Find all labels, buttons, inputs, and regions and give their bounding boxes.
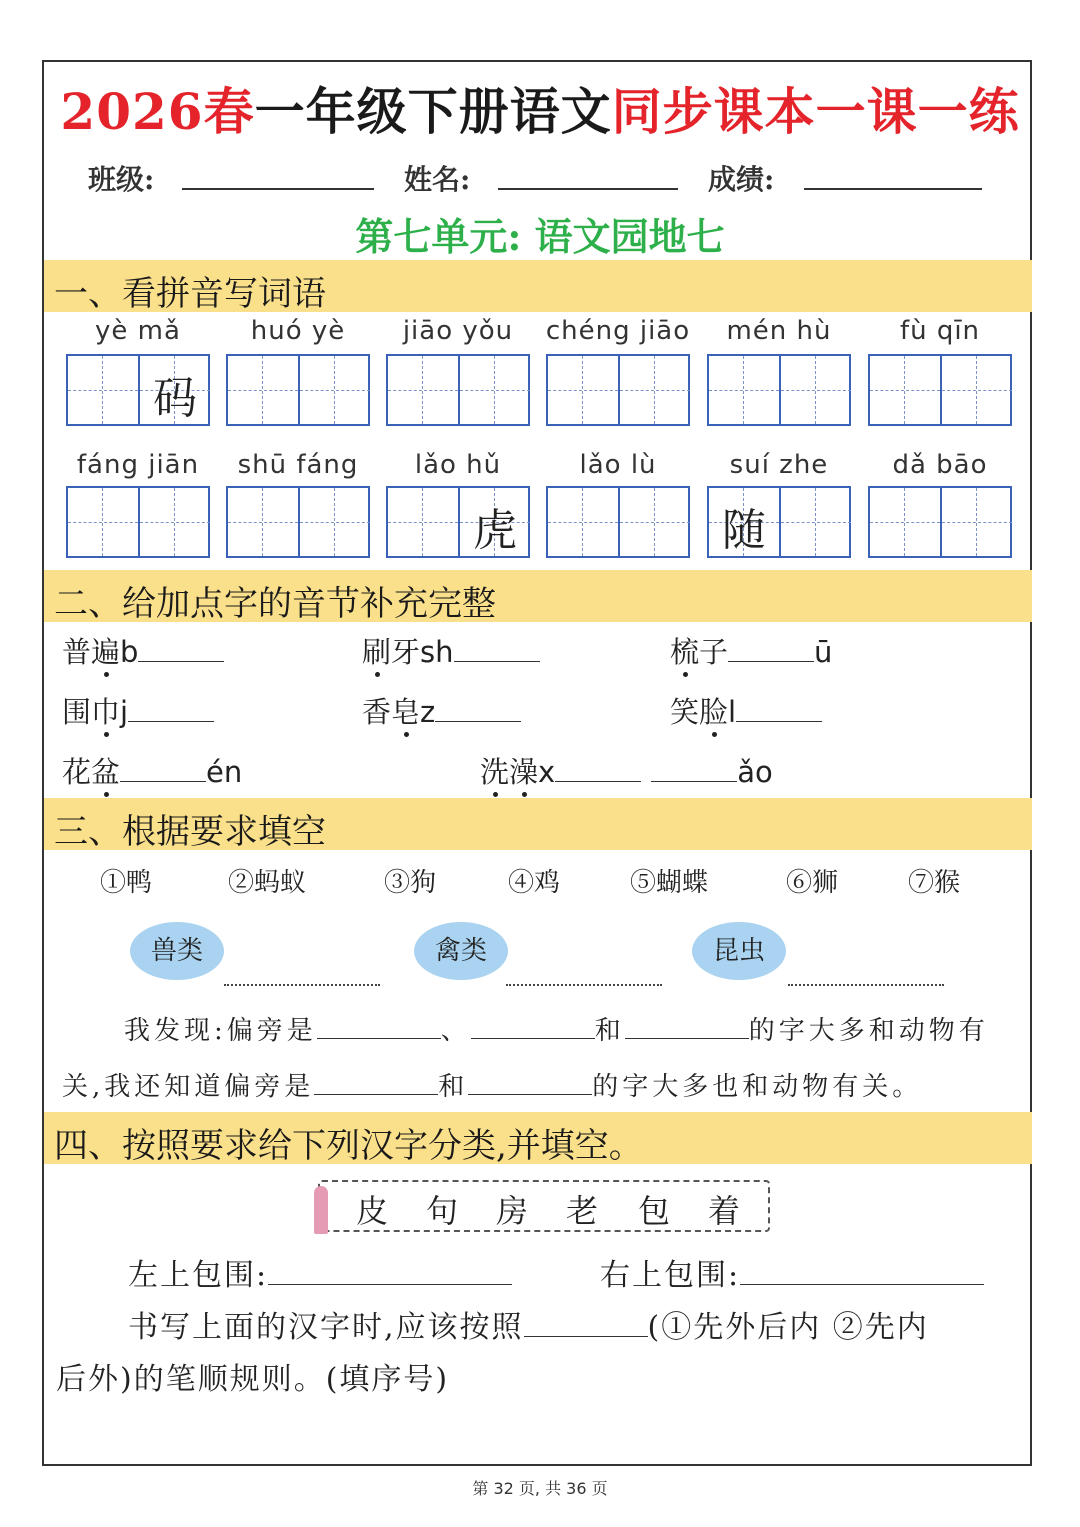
writing-grid [707,354,851,426]
blank[interactable] [120,757,206,782]
writing-grid [386,486,530,558]
pinyin-label: yè mǎ [95,316,181,346]
writing-cell[interactable] [458,488,530,556]
score-label: 成绩: [708,163,775,196]
pinyin-label: mén hù [726,316,832,346]
prefilled-character: 码 [153,373,197,424]
char-ju: 句 [426,1192,459,1230]
left-top-enclosure: 左上包围: [128,1250,512,1294]
writing-grid [386,354,530,426]
score-field[interactable] [804,188,982,190]
pinyin-label: lǎo hǔ [414,450,502,480]
blank[interactable] [625,1014,749,1039]
pinyin-label: huó yè [250,316,346,346]
writing-cell[interactable] [388,488,458,556]
pinyin-label: dǎ bāo [892,450,988,480]
blank[interactable] [555,757,641,782]
page-number: 第 32 页, 共 36 页 [472,1479,608,1498]
writing-grid [868,354,1012,426]
writing-cell[interactable] [940,488,1012,556]
name-field[interactable] [498,188,678,190]
char-pi: 皮 [356,1192,389,1230]
birds-answer-line[interactable] [506,984,662,986]
class-label: 班级: [88,163,155,196]
char-lao: 老 [566,1192,599,1230]
pinyin-label: jiāo yǒu [402,316,514,346]
animal-chicken: ④鸡 [508,868,561,898]
blank[interactable] [651,757,737,782]
insects-answer-line[interactable] [788,984,944,986]
writing-cell[interactable] [138,356,210,424]
category-beasts: 兽类 [130,922,224,980]
syllable-item-8: 洗澡x ǎo [480,750,773,791]
pinyin-label: fáng jiān [76,450,200,480]
blank[interactable] [524,1312,648,1337]
right-top-enclosure: 右上包围: [600,1250,984,1294]
stroke-order-question: 书写上面的汉字时,应该按照 (①先外后内 ②先内 [128,1310,929,1345]
character-box [318,1180,770,1232]
blank[interactable] [471,1014,595,1039]
writing-grid [66,354,210,426]
animal-dog: ③狗 [384,868,437,898]
pinyin-label: shū fáng [237,450,359,480]
writing-grid [546,486,690,558]
syllable-item-6: 笑脸l [670,690,822,731]
blank[interactable] [728,637,814,662]
writing-cell[interactable] [548,356,618,424]
stroke-order-question-cont: 后外)的笔顺规则。(填序号) [56,1362,450,1397]
unit-title: 第七单元: 语文园地七 [355,214,725,259]
section1-band [44,260,1032,312]
animal-lion: ⑥狮 [786,868,839,898]
syllable-item-1: 普遍b [62,630,224,671]
section3-band [44,798,1032,850]
writing-grid [546,354,690,426]
syllable-item-4: 围巾j [62,690,214,731]
blank[interactable] [314,1070,438,1095]
title-series: 同步课本一课一练 [611,82,1020,141]
pinyin-label: fù qīn [899,316,981,346]
writing-cell[interactable] [388,356,458,424]
name-label: 姓名: [404,163,471,196]
section1-heading: 一、看拼音写词语 [54,274,326,314]
pencil-icon [314,1186,328,1234]
category-birds: 禽类 [414,922,508,980]
writing-cell[interactable] [709,356,779,424]
blank[interactable] [128,697,214,722]
discovery-line-1: 我发现:偏旁是 、 和 的字大多和动物有 [124,1016,989,1046]
blank[interactable] [317,1014,441,1039]
class-field[interactable] [182,188,374,190]
animal-ant: ②蚂蚁 [228,868,307,898]
section3-heading: 三、根据要求填空 [54,812,326,852]
writing-cell[interactable] [870,488,940,556]
writing-cell[interactable] [298,488,370,556]
blank[interactable] [435,697,521,722]
syllable-item-2: 刷牙sh [362,630,540,671]
char-zhe: 着 [708,1192,741,1230]
writing-cell[interactable] [940,356,1012,424]
page-title [0,72,1080,144]
animal-monkey: ⑦猴 [908,868,961,898]
section2-heading: 二、给加点字的音节补充完整 [54,584,496,624]
syllable-item-5: 香皂z [362,690,521,731]
writing-grid [226,486,370,558]
pinyin-label: lǎo lù [579,450,657,480]
char-bao: 包 [638,1192,671,1230]
writing-cell[interactable] [458,356,530,424]
blank[interactable] [740,1260,984,1285]
pinyin-label: chéng jiāo [545,316,691,346]
section4-band [44,1112,1032,1164]
blank[interactable] [454,637,540,662]
blank[interactable] [138,637,224,662]
writing-cell[interactable] [548,488,618,556]
writing-cell[interactable] [138,488,210,556]
writing-cell[interactable] [228,488,298,556]
section4-heading: 四、按照要求给下列汉字分类,并填空。 [54,1126,643,1166]
syllable-item-3: 梳子 ū [670,630,832,671]
writing-cell[interactable] [618,356,690,424]
writing-grid [707,486,851,558]
blank[interactable] [468,1070,592,1095]
writing-cell[interactable] [68,356,138,424]
animal-butterfly: ⑤蝴蝶 [630,868,709,898]
pinyin-label: suí zhe [729,450,829,480]
title-grade: 一年级下册语文 [254,82,612,141]
writing-cell[interactable] [870,356,940,424]
writing-cell[interactable] [709,488,779,556]
writing-cell[interactable] [298,356,370,424]
beasts-answer-line[interactable] [224,984,380,986]
writing-cell[interactable] [228,356,298,424]
title-year: 2026春 [60,82,255,141]
writing-cell[interactable] [618,488,690,556]
section2-band [44,570,1032,622]
writing-cell[interactable] [779,356,851,424]
category-insects: 昆虫 [692,922,786,980]
blank[interactable] [268,1260,512,1285]
prefilled-character: 随 [722,505,766,556]
blank[interactable] [736,697,822,722]
discovery-line-2: 关,我还知道偏旁是 和 的字大多也和动物有关。 [62,1072,923,1102]
char-fang: 房 [496,1192,529,1230]
writing-cell[interactable] [68,488,138,556]
animal-duck: ①鸭 [100,868,153,898]
writing-grid [226,354,370,426]
writing-grid [66,486,210,558]
syllable-item-7: 花盆 én [62,750,242,791]
writing-cell[interactable] [779,488,851,556]
prefilled-character: 虎 [473,505,517,556]
writing-grid [868,486,1012,558]
